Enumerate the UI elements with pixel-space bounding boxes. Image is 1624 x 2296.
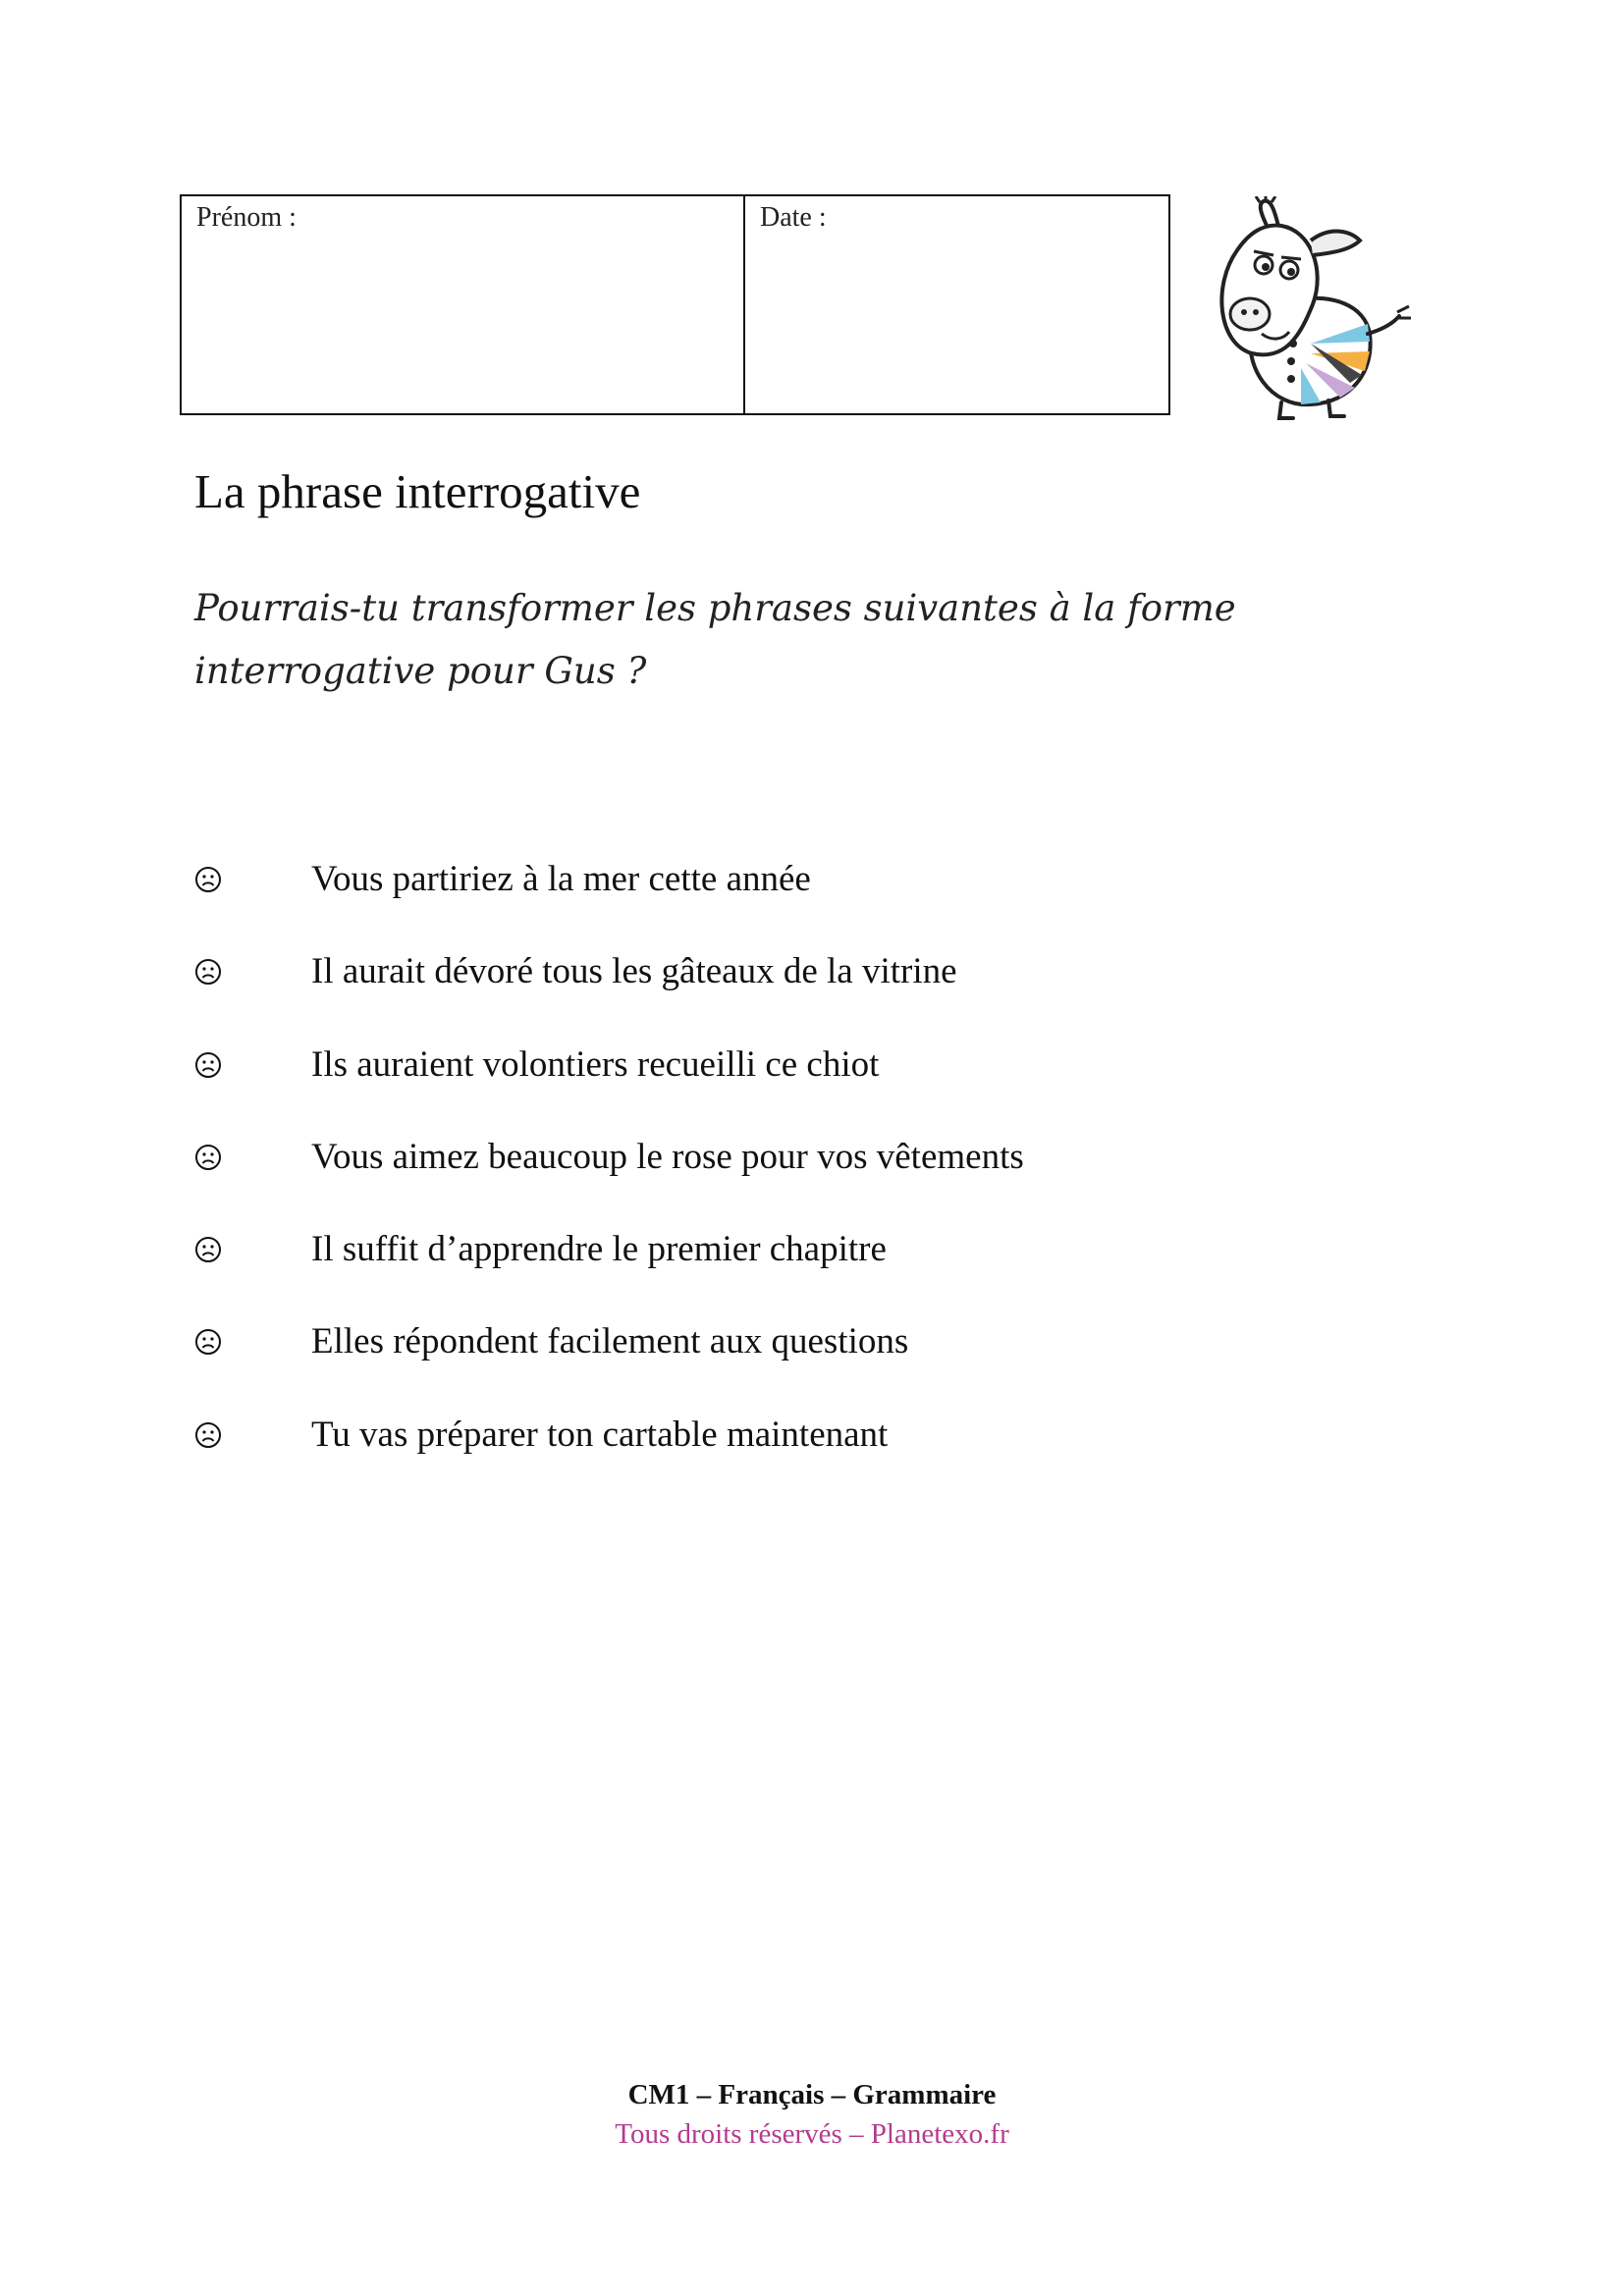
page-title: La phrase interrogative [194, 464, 641, 518]
date-field[interactable] [745, 196, 1168, 413]
frowning-face-icon [194, 1421, 222, 1449]
frowning-face-icon [194, 1236, 222, 1263]
frowning-face-icon [194, 866, 222, 893]
list-item [194, 1130, 1471, 1222]
sentence-list [194, 852, 1471, 1500]
frowning-face-icon [194, 1144, 222, 1171]
list-item [194, 944, 1471, 1037]
name-label: Prénom : [196, 202, 297, 233]
frowning-face-icon [194, 1328, 222, 1356]
list-item [194, 1038, 1471, 1130]
footer-copyright: Tous droits réservés – Planetexo.fr [615, 2118, 1009, 2150]
exercise-instruction: Pourrais-tu transformer les phrases suivantes à la forme interrogative pour Gus ? [194, 587, 1236, 692]
date-label: Date : [760, 202, 827, 233]
sentence-text: Vous aimez beaucoup le rose pour vos vêtements [311, 1136, 1024, 1177]
student-info-table [180, 194, 1170, 415]
sheep-mascot-icon [1203, 196, 1414, 422]
sentence-text: Tu vas préparer ton cartable maintenant [311, 1414, 889, 1455]
list-item [194, 852, 1471, 944]
footer-subject: CM1 – Français – Grammaire [627, 2079, 997, 2110]
frowning-face-icon [194, 958, 222, 986]
sentence-text: Vous partiriez à la mer cette année [311, 859, 811, 899]
sentence-text: Elles répondent facilement aux questions [311, 1321, 909, 1362]
sentence-text: Il aurait dévoré tous les gâteaux de la vitrine [311, 951, 957, 992]
name-field[interactable] [182, 196, 745, 413]
frowning-face-icon [194, 1051, 222, 1079]
list-item [194, 1314, 1471, 1407]
list-item [194, 1408, 1471, 1500]
list-item [194, 1222, 1471, 1314]
sentence-text: Il suffit d’apprendre le premier chapitre [311, 1229, 887, 1270]
sentence-text: Ils auraient volontiers recueilli ce chiot [311, 1043, 880, 1085]
